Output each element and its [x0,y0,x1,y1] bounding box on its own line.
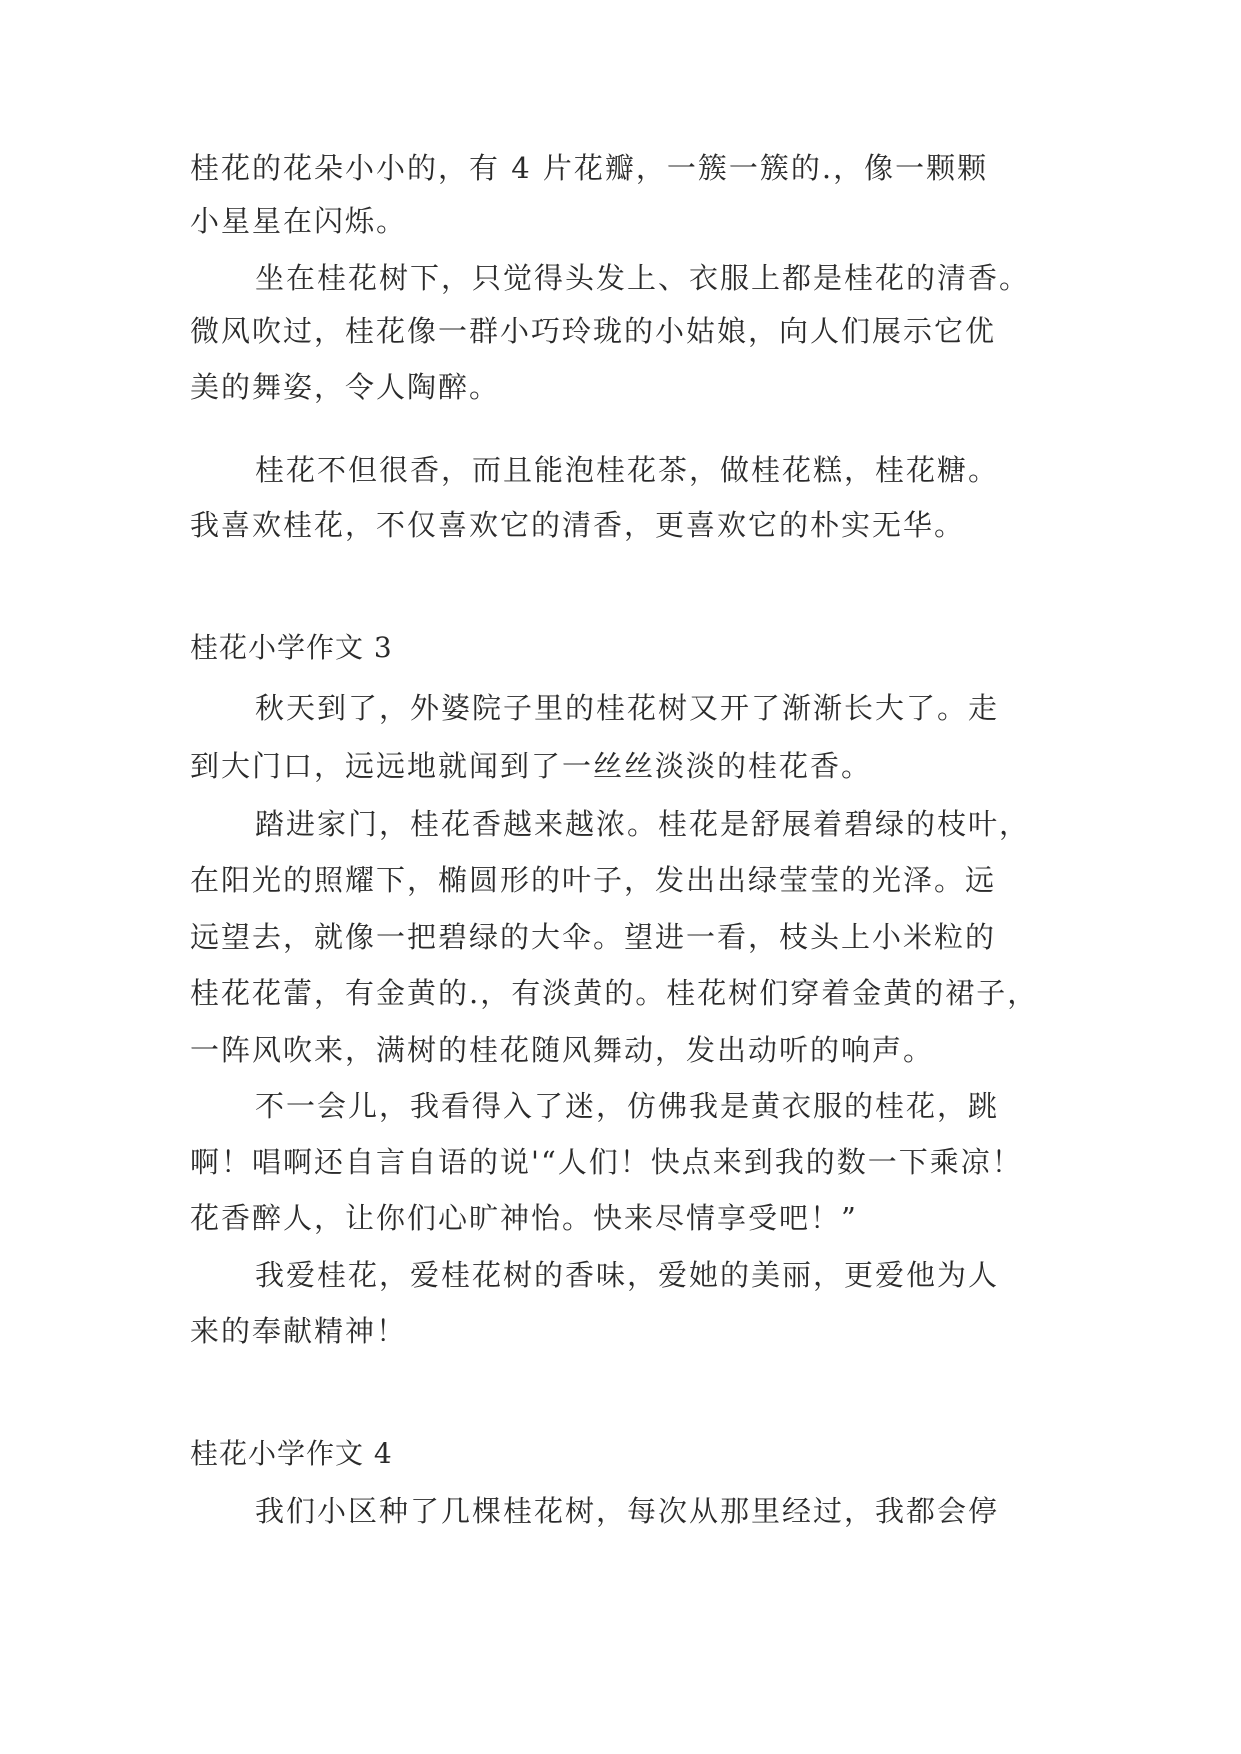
paragraph-line: 桂花花蕾，有金黄的.，有淡黄的。桂花树们穿着金黄的裙子， [190,976,1039,1010]
section-heading: 桂花小学作文 4 [190,1437,393,1470]
paragraph-line: 在阳光的照耀下，椭圆形的叶子，发出出绿莹莹的光泽。远 [190,863,997,897]
section-heading: 桂花小学作文 3 [190,631,393,664]
paragraph-line: 来的奉献精神！ [190,1314,408,1348]
paragraph-line: 花香醉人，让你们心旷神怡。快来尽情享受吧！” [190,1201,858,1235]
paragraph-line: 啊！唱啊还自言自语的说'“人们！快点来到我的数一下乘凉！ [190,1145,1023,1179]
paragraph-line: 不一会儿，我看得入了迷，仿佛我是黄衣服的桂花，跳 [255,1089,1000,1123]
paragraph-line: 小星星在闪烁。 [190,204,408,238]
paragraph-line: 远望去，就像一把碧绿的大伞。望进一看，枝头上小米粒的 [190,920,997,954]
paragraph-line: 到大门口，远远地就闻到了一丝丝淡淡的桂花香。 [190,749,873,783]
paragraph-line: 坐在桂花树下，只觉得头发上、衣服上都是桂花的清香。 [255,261,1031,295]
paragraph-line: 我喜欢桂花，不仅喜欢它的清香，更喜欢它的朴实无华。 [190,508,966,542]
paragraph-line: 桂花的花朵小小的，有 4 片花瓣，一簇一簇的.，像一颗颗 [190,151,989,185]
paragraph-line: 桂花不但很香，而且能泡桂花茶，做桂花糕，桂花糖。 [255,453,1000,487]
paragraph-line: 美的舞姿，令人陶醉。 [190,370,501,404]
paragraph-line: 我们小区种了几棵桂花树，每次从那里经过，我都会停 [255,1494,1000,1528]
paragraph-line: 我爱桂花，爱桂花树的香味，爱她的美丽，更爱他为人 [255,1258,1000,1292]
paragraph-line: 踏进家门，桂花香越来越浓。桂花是舒展着碧绿的枝叶， [255,807,1031,841]
paragraph-line: 秋天到了，外婆院子里的桂花树又开了渐渐长大了。走 [255,691,1000,725]
paragraph-line: 一阵风吹来，满树的桂花随风舞动，发出动听的响声。 [190,1033,935,1067]
paragraph-line: 微风吹过，桂花像一群小巧玲珑的小姑娘，向人们展示它优 [190,314,997,348]
